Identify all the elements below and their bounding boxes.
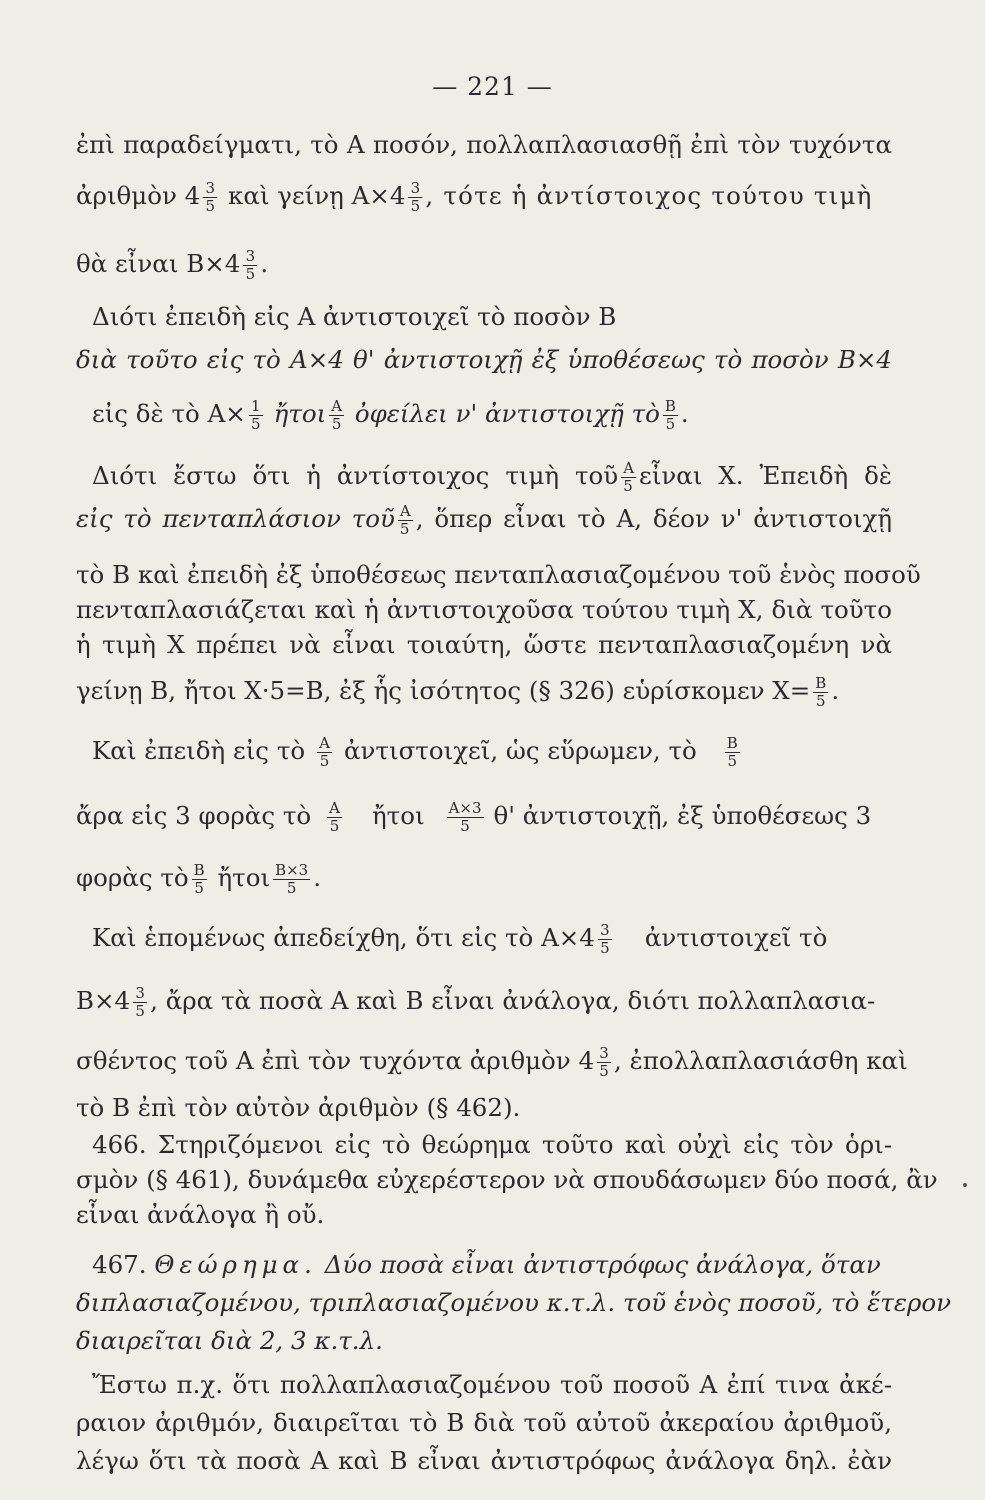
fraction-denominator: 5 — [621, 477, 636, 495]
fraction-denominator: 5 — [249, 415, 263, 433]
text-line — [76, 1044, 908, 1080]
fraction — [663, 398, 678, 433]
fraction-denominator: 5 — [447, 817, 484, 835]
text-run: . — [260, 249, 269, 278]
fraction-numerator: Β×3 — [275, 861, 309, 879]
fraction — [203, 180, 217, 215]
text-run: ὀφείλει ν' ἀντιστοιχῇ τὸ — [354, 399, 660, 428]
fraction-numerator: Α — [623, 459, 635, 477]
fraction-denominator: 5 — [398, 520, 413, 538]
fraction-numerator: Β — [815, 674, 827, 692]
text-line — [92, 922, 908, 957]
fraction — [447, 800, 484, 835]
text-line: 466. Στηριζόμενοι εἰς τὸ θεώρημα τοῦτο καὶ οὐχὶ εἰς τὸν ὁρι- — [92, 1130, 892, 1159]
text-run — [76, 504, 395, 533]
fraction-numerator: Β — [193, 861, 205, 879]
text-run: ἀριθμὸν 4 — [76, 181, 201, 210]
fraction-denominator: 5 — [329, 415, 344, 433]
text-line — [92, 1250, 908, 1280]
fraction-numerator: Α — [399, 502, 411, 520]
text-run: εἰς τὸ πενταπλάσιον τοῦ — [76, 504, 395, 533]
fraction — [249, 398, 263, 433]
text-run: 467. — [92, 1250, 155, 1279]
text-run: Δύο ποσὰ εἶναι ἀντιστρόφως ἀνάλογα, ὅταν — [316, 1250, 881, 1279]
text-line: λέγω ὅτι τὰ ποσὰ Α καὶ Β εἶναι ἀντιστρόφως ἀνάλογα δηλ. ἐὰν — [76, 1446, 892, 1475]
fraction-denominator: 5 — [133, 1002, 147, 1020]
fraction-numerator: Α — [329, 799, 340, 817]
fraction-numerator: 1 — [251, 397, 261, 415]
fraction-numerator: 3 — [205, 179, 216, 197]
fraction-numerator: Β — [664, 397, 676, 415]
text-line — [92, 735, 908, 770]
text-run: σθέντος τοῦ Α ἐπὶ τὸν τυχόντα ἀριθμὸν 4 — [76, 1046, 595, 1075]
fraction — [133, 985, 147, 1020]
fraction — [192, 862, 207, 897]
fraction-numerator: Α×3 — [448, 799, 482, 817]
theorem-heading: Θεώρημα. — [154, 1250, 317, 1279]
fraction-numerator: 3 — [410, 179, 421, 197]
fraction-numerator: Β — [726, 734, 738, 752]
text-run: φορὰς τὸ — [76, 863, 189, 892]
text-run: καὶ γείνῃ Α×4 — [228, 181, 406, 210]
text-line: ἡ τιμὴ Χ πρέπει νὰ εἶναι τοιαύτη, ὥστε πενταπλασιαζομένη νὰ — [76, 630, 892, 659]
paper-speck — [963, 1183, 967, 1187]
text-line — [76, 862, 892, 897]
fraction-numerator: 3 — [135, 984, 145, 1002]
fraction-denominator: 5 — [243, 265, 257, 283]
text-run: Διότι ἔστω ὅτι ἡ ἀντίστοιχος τιμὴ τοῦ — [92, 461, 619, 490]
text-line — [92, 460, 892, 495]
text-line: εἶναι ἀνάλογα ἢ οὔ. — [76, 1200, 325, 1229]
fraction-denominator: 5 — [598, 939, 612, 957]
text-run: ἤτοι — [273, 399, 327, 428]
text-line — [76, 180, 892, 215]
text-run: . — [831, 676, 840, 705]
text-line: Διότι ἐπειδὴ εἰς Α ἀντιστοιχεῖ τὸ ποσὸν Β — [92, 302, 617, 331]
fraction-numerator: 3 — [600, 921, 610, 939]
text-line: Ἔστω π.χ. ὅτι πολλαπλασιαζομένου τοῦ ποσοῦ Α ἐπί τινα ἀκέ- — [92, 1370, 892, 1399]
fraction — [329, 398, 344, 433]
fraction — [598, 922, 612, 957]
fraction-denominator: 5 — [725, 752, 740, 770]
text-line — [76, 985, 892, 1020]
fraction-denominator: 5 — [408, 197, 422, 215]
text-line: πενταπλασιάζεται καὶ ἡ ἀντιστοιχοῦσα τούτου τιμὴ Χ, διὰ τοῦτο — [76, 595, 892, 624]
text-run: , ἐπολλαπλασιάσθη καὶ — [614, 1046, 908, 1075]
text-line — [76, 675, 892, 710]
text-run: εἰς δὲ τὸ Α× — [92, 399, 246, 428]
text-run: θ' ἀντιστοιχῇ, ἐξ ὑποθέσεως 3 — [493, 801, 872, 830]
text-line: ραιον ἀριθμόν, διαιρεῖται τὸ Β διὰ τοῦ αὐτοῦ ἀκεραίου ἀριθμοῦ, — [76, 1408, 892, 1437]
text-run: Β×4 — [76, 986, 131, 1015]
fraction — [317, 735, 332, 770]
text-line: τὸ Β καὶ ἐπειδὴ ἐξ ὑποθέσεως πενταπλασιαζομένου τοῦ ἑνὸς ποσοῦ — [76, 560, 921, 589]
fraction-denominator: 5 — [813, 692, 828, 710]
fraction-denominator: 5 — [203, 197, 217, 215]
text-run: Καὶ ἑπομένως ἀπεδείχθη, ὅτι εἰς τὸ Α×4 — [92, 923, 595, 952]
fraction — [621, 460, 636, 495]
fraction — [398, 503, 413, 538]
text-line — [76, 503, 892, 538]
fraction-denominator: 5 — [192, 879, 207, 897]
text-line — [76, 248, 892, 283]
fraction — [273, 862, 310, 897]
fraction-numerator: Α — [331, 397, 343, 415]
fraction-numerator: Α — [319, 734, 330, 752]
text-line: διπλασιαζομένου, τριπλασιαζομένου κ.τ.λ. τοῦ ἑνὸς ποσοῦ, τὸ ἕτερον — [76, 1288, 952, 1317]
text-line: ἐπὶ παραδείγματι, τὸ Α ποσόν, πολλαπλασιασθῇ ἐπὶ τὸν τυχόντα — [76, 130, 892, 159]
text-run: , τότε ἡ ἀντίστοιχος τούτου τιμὴ — [425, 181, 873, 210]
text-run: εἶναι Χ. Ἐπειδὴ δὲ — [639, 461, 892, 490]
text-run: . — [680, 399, 689, 428]
text-line — [92, 398, 908, 433]
text-line: διὰ τοῦτο εἰς τὸ Α×4 θ' ἀντιστοιχῇ ἐξ ὑποθέσεως τὸ ποσὸν Β×4 — [76, 345, 892, 374]
text-line — [76, 800, 892, 835]
fraction — [813, 675, 828, 710]
text-run: Καὶ ἐπειδὴ εἰς τὸ — [92, 736, 306, 765]
text-run: γείνῃ Β, ἤτοι Χ·5=Β, ἐξ ἧς ἰσότητος (§ 326) εὑρίσκομεν Χ= — [76, 676, 811, 705]
text-run: . — [313, 863, 322, 892]
text-run: ἀντιστοιχεῖ, ὡς εὕρωμεν, τὸ — [343, 736, 697, 765]
fraction-numerator: 3 — [599, 1044, 609, 1062]
text-run: , ὅπερ εἶναι τὸ Α, δέον ν' ἀντιστοιχῇ — [415, 504, 892, 533]
text-line: σμὸν (§ 461), δυνάμεθα εὐχερέστερον νὰ σπουδάσωμεν δύο ποσά, ἂν — [76, 1165, 938, 1194]
text-line: διαιρεῖται διὰ 2, 3 κ.τ.λ. — [76, 1326, 383, 1355]
text-run: ἤτοι — [217, 863, 271, 892]
fraction-denominator: 5 — [317, 752, 332, 770]
fraction — [327, 800, 342, 835]
fraction-denominator: 5 — [273, 879, 310, 897]
fraction-denominator: 5 — [597, 1062, 611, 1080]
fraction-denominator: 5 — [327, 817, 342, 835]
text-run: θὰ εἶναι Β×4 — [76, 249, 241, 278]
fraction — [243, 248, 257, 283]
fraction-denominator: 5 — [663, 415, 678, 433]
text-run: , ἄρα τὰ ποσὰ Α καὶ Β εἶναι ἀνάλογα, διότι πολλαπλασια- — [150, 986, 876, 1015]
text-run: ἤτοι — [371, 801, 425, 830]
text-line: τὸ Β ἐπὶ τὸν αὐτὸν ἀριθμὸν (§ 462). — [76, 1093, 521, 1122]
fraction — [725, 735, 740, 770]
text-run: ἀντιστοιχεῖ τὸ — [644, 923, 828, 952]
text-run: ἄρα εἰς 3 φορὰς τὸ — [76, 801, 312, 830]
page-number: — 221 — — [432, 72, 553, 101]
fraction-numerator: 3 — [245, 247, 256, 265]
fraction — [408, 180, 422, 215]
fraction — [597, 1045, 611, 1080]
